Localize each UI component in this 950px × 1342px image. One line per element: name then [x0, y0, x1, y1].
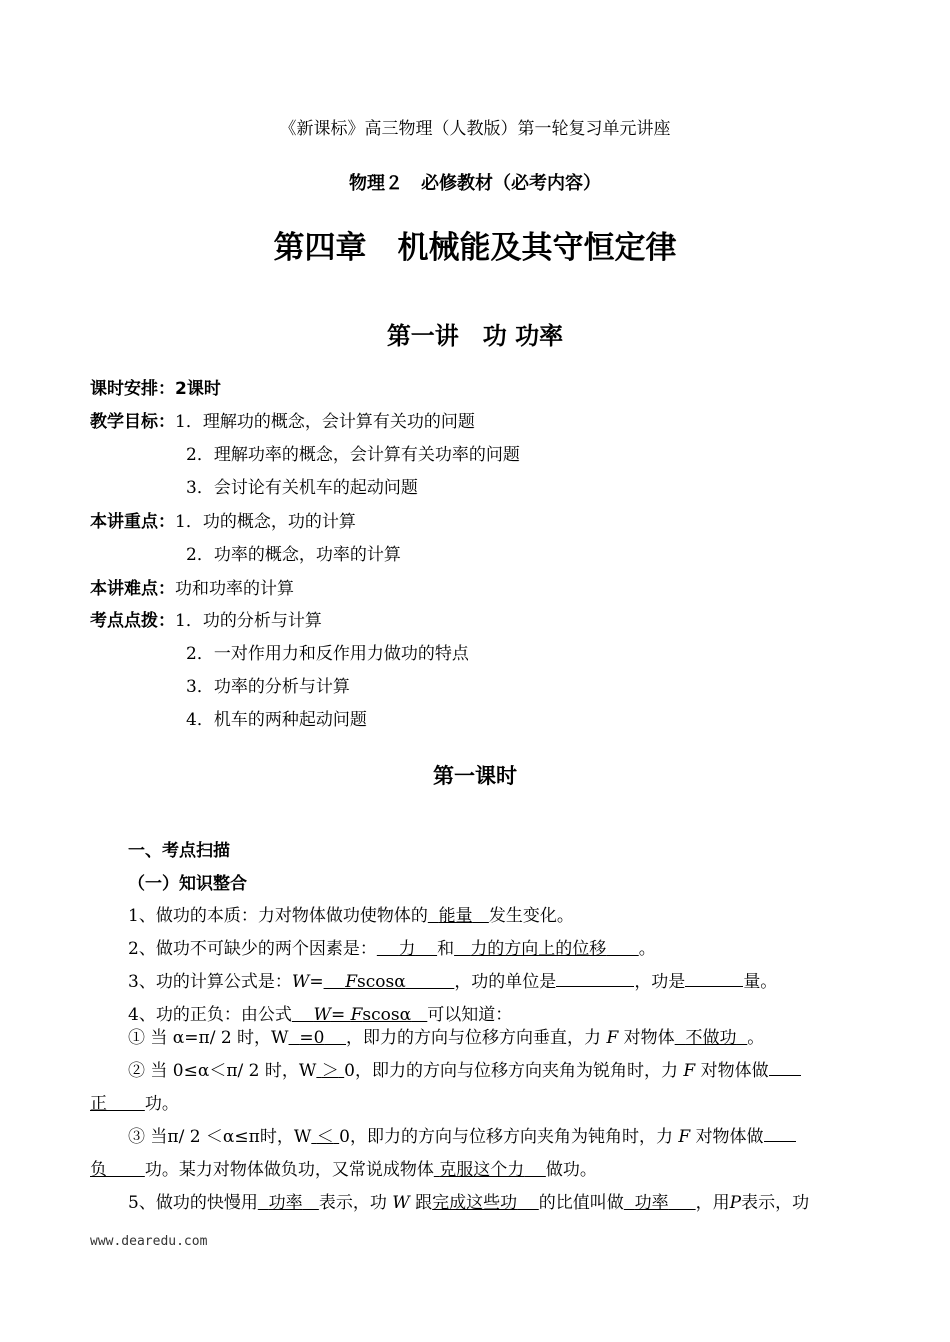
- text: 发生变化。: [488, 906, 574, 926]
- lecture-title: 第一讲 功 功率: [386, 322, 564, 350]
- answer-blank: Fscosα: [345, 972, 406, 992]
- text: 0，即力的方向与位移方向夹角为锐角时，力: [344, 1061, 678, 1081]
- answer-blank: 克服这个力: [439, 1160, 525, 1180]
- answer-blank: ＜: [316, 1127, 334, 1147]
- point-item: 3．功率的分析与计算: [186, 677, 350, 697]
- goal-item: 3．会讨论有关机车的起动问题: [186, 478, 418, 498]
- text: 表示，功: [318, 1193, 387, 1213]
- text: ③ 当π/ 2 ＜α≤π时，W: [128, 1127, 312, 1147]
- footer-url: www.dearedu.com: [90, 1234, 208, 1249]
- key-item: 2．功率的概念，功率的计算: [186, 545, 401, 565]
- text: 对物体: [623, 1028, 675, 1048]
- case-3: [128, 1122, 796, 1147]
- text: 4、功的正负：由公式: [128, 1005, 292, 1025]
- formula-symbol: F: [683, 1061, 696, 1081]
- empty-blank: [685, 985, 743, 987]
- text: =: [309, 972, 324, 992]
- text: ，功的单位是: [454, 972, 557, 992]
- text: 功。: [144, 1094, 179, 1114]
- answer-blank: 力: [398, 939, 416, 959]
- answer-blank: 不做功: [685, 1028, 737, 1048]
- answer-blank: 完成这些功: [432, 1193, 518, 1213]
- text: ，即力的方向与位移方向垂直，力: [346, 1028, 602, 1048]
- formula-symbol: F: [678, 1127, 691, 1147]
- item-4: [128, 1000, 512, 1025]
- item-1: [128, 901, 574, 926]
- text: 3、功的计算公式是：: [128, 972, 292, 992]
- key-label: 本讲重点：: [90, 512, 175, 532]
- case-2-cont: [90, 1089, 179, 1114]
- text: ，功是: [634, 972, 686, 992]
- text: 对物体做: [700, 1061, 769, 1081]
- item-5: [128, 1188, 809, 1213]
- empty-blank: [764, 1140, 796, 1142]
- chapter-title: 第四章 机械能及其守恒定律: [273, 230, 677, 266]
- answer-blank: 力的方向上的位移: [470, 939, 607, 959]
- item-3: [128, 967, 777, 992]
- goal-item: 1．理解功的概念，会计算有关功的问题: [175, 412, 475, 432]
- textbook-title: 物理２ 必修教材（必考内容）: [349, 173, 601, 194]
- text: 做功。: [545, 1160, 597, 1180]
- answer-blank: 功率: [634, 1193, 669, 1213]
- goal-item: 2．理解功率的概念，会计算有关功率的问题: [186, 445, 520, 465]
- empty-blank: [769, 1074, 801, 1076]
- hours-row: [90, 374, 221, 399]
- empty-blank: [556, 985, 634, 987]
- text: 可以知道：: [427, 1005, 513, 1025]
- goals-label: 教学目标：: [90, 412, 175, 432]
- case-2: [128, 1056, 801, 1081]
- answer-blank: 能量: [438, 906, 473, 926]
- text: 表示，功: [741, 1193, 810, 1213]
- series-title: 《新课标》高三物理（人教版）第一轮复习单元讲座: [279, 119, 671, 139]
- answer-blank: =0: [299, 1028, 325, 1048]
- key-row: [90, 507, 356, 532]
- text: 跟: [415, 1193, 433, 1213]
- section-heading: 一、考点扫描: [128, 841, 230, 861]
- formula-symbol: W: [291, 972, 310, 992]
- formula-symbol: F: [606, 1028, 619, 1048]
- answer-blank: ＞: [321, 1061, 339, 1081]
- answer-blank: 功率: [268, 1193, 303, 1213]
- text: 和: [437, 939, 455, 959]
- points-label: 考点点拨：: [90, 611, 175, 631]
- item-2: [128, 934, 656, 959]
- hours-label: 课时安排：: [90, 379, 175, 399]
- goals-row: [90, 407, 475, 432]
- point-item: 2．一对作用力和反作用力做功的特点: [186, 644, 469, 664]
- key-item: 1．功的概念，功的计算: [175, 512, 356, 532]
- formula-symbol: P: [729, 1193, 742, 1213]
- points-row: [90, 606, 322, 631]
- text: ① 当 α=π/ 2 时，W: [128, 1028, 289, 1048]
- text: 2、做功不可缺少的两个因素是：: [128, 939, 377, 959]
- text: 5、做功的快慢用: [128, 1193, 258, 1213]
- difficult-row: [90, 574, 294, 599]
- text: 功。某力对物体做负功，又常说成物体: [144, 1160, 434, 1180]
- answer-blank: 负: [90, 1160, 107, 1180]
- text: 的比值叫做: [538, 1193, 624, 1213]
- case-3-cont: [90, 1155, 597, 1180]
- text: 。: [747, 1028, 765, 1048]
- text: ，用: [695, 1193, 730, 1213]
- point-item: 1．功的分析与计算: [175, 611, 322, 631]
- hours-value: 2课时: [175, 379, 221, 399]
- session-title: 第一课时: [433, 764, 517, 788]
- difficult-label: 本讲难点：: [90, 579, 175, 599]
- text: 量。: [743, 972, 778, 992]
- text: 。: [638, 939, 656, 959]
- answer-blank: 正: [90, 1094, 107, 1114]
- formula-symbol: W: [392, 1193, 410, 1213]
- case-1: [128, 1023, 764, 1048]
- difficult-value: 功和功率的计算: [175, 579, 294, 599]
- text: 0，即力的方向与位移方向夹角为钝角时，力: [339, 1127, 673, 1147]
- formula-underlined: W= Fscosα: [313, 1005, 412, 1025]
- text: ② 当 0≤α＜π/ 2 时，W: [128, 1061, 317, 1081]
- text: 对物体做: [695, 1127, 764, 1147]
- point-item: 4．机车的两种起动问题: [186, 710, 367, 730]
- text: 1、做功的本质：力对物体做功使物体的: [128, 906, 428, 926]
- subsection-heading: （一）知识整合: [128, 874, 247, 894]
